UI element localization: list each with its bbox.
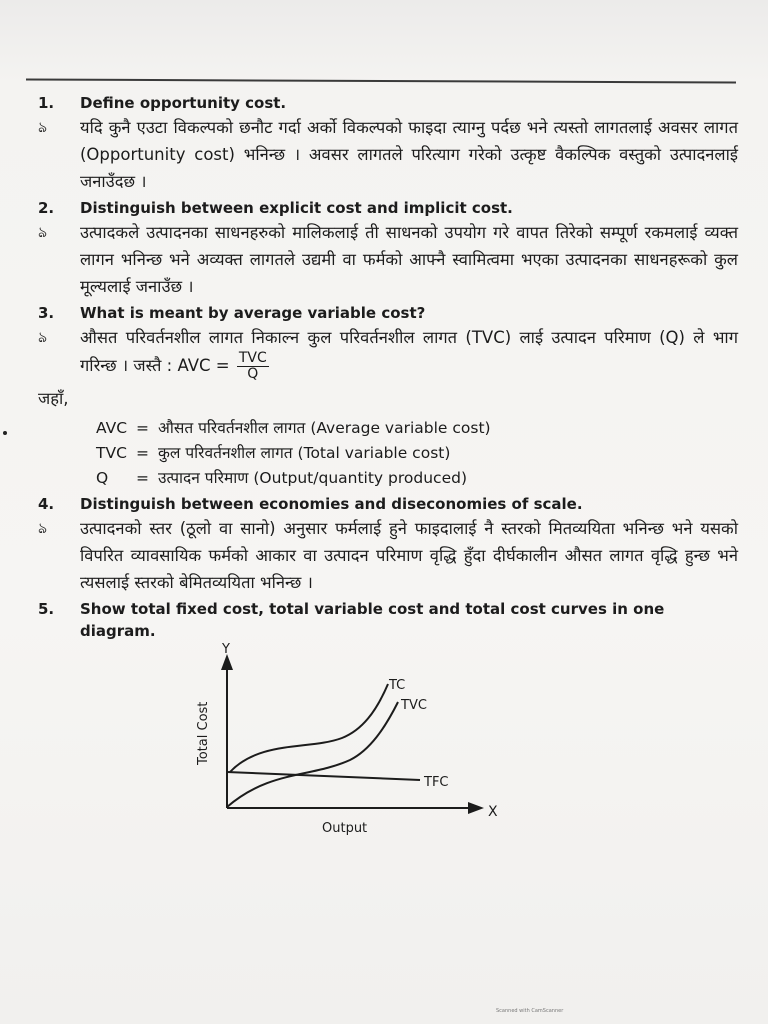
question-2 (38, 197, 738, 219)
answer-2 (38, 219, 738, 300)
question-number: 5. (38, 600, 55, 618)
tfc-curve (227, 772, 420, 780)
scan-speck (3, 431, 7, 435)
definition-meaning: औसत परिवर्तनशील लागत (Average variable cost) (158, 419, 491, 437)
tvc-curve (227, 702, 398, 807)
tfc-label: TFC (424, 775, 449, 790)
x-axis-label: Output (322, 821, 368, 836)
question-3 (38, 302, 738, 324)
question-5 (38, 598, 738, 642)
answer-4 (38, 515, 738, 596)
tc-curve (230, 684, 388, 772)
question-number: 3. (38, 304, 55, 322)
answer-marker-icon: ঌ (38, 519, 48, 537)
cost-curves-diagram (180, 640, 510, 840)
definition-list (96, 416, 738, 491)
answer-3 (38, 324, 738, 382)
definition-equals: = (136, 469, 149, 487)
answer-text: यदि कुनै एउटा विकल्पको छनौट गर्दा अर्को विकल्पको फाइदा त्याग्नु पर्दछ भने त्यस्तो लागतलाई अवसर लागत (Opportunity cost) भनिन्छ । अवसर लागतले परित्याग गरेको उत्कृष्ट वैकल्पिक वस्तुको उत्पादनलाई जनाउँदछ । (80, 118, 738, 191)
definition-symbol: TVC (96, 444, 127, 462)
definition-meaning: उत्पादन परिमाण (Output/quantity produced) (158, 469, 467, 487)
answer-text: उत्पादनको स्तर (ठूलो वा सानो) अनुसार फर्मलाई हुने फाइदालाई नै स्तरको मितव्ययिता भनिन्छ भने यसको विपरित व्यावसायिक फर्मको आकार वा उत्पादन परिमाण वृद्धि हुँदा दीर्घकालीन औसत लागत वृद्धि हुन्छ भने त्यसलाई स्तरको बेमितव्ययिता भनिन्छ । (80, 519, 738, 592)
answer-text (80, 324, 738, 382)
x-axis-letter: X (488, 804, 498, 820)
question-number: 1. (38, 94, 55, 112)
question-title: Distinguish between explicit cost and implicit cost. (80, 199, 513, 217)
question-4 (38, 493, 738, 515)
y-axis-label: Total Cost (196, 701, 211, 765)
definition-symbol: Q (96, 469, 109, 487)
answer-text-part: औसत परिवर्तनशील लागत निकाल्न कुल परिवर्तनशील लागत (TVC) लाई उत्पादन परिमाण (Q) ले भाग गरिन्छ । जस्तै : AVC = (80, 328, 738, 375)
tvc-label: TVC (401, 698, 427, 713)
y-axis-letter: Y (222, 642, 230, 657)
question-title: Distinguish between economies and diseconomies of scale. (80, 495, 583, 513)
answer-1 (38, 114, 738, 195)
question-number: 2. (38, 199, 55, 217)
x-axis-arrow-icon (468, 802, 484, 814)
definition-row (96, 416, 738, 441)
formula-denominator: Q (247, 366, 259, 382)
top-rule (26, 78, 736, 83)
question-1 (38, 92, 738, 114)
question-title: What is meant by average variable cost? (80, 304, 426, 322)
answer-marker-icon: ঌ (38, 118, 48, 136)
definition-symbol: AVC (96, 419, 128, 437)
formula-numerator: TVC (238, 350, 267, 366)
definition-row (96, 441, 738, 466)
question-number: 4. (38, 495, 55, 513)
question-list (38, 90, 738, 642)
tc-label: TC (389, 678, 406, 693)
question-title: Define opportunity cost. (80, 94, 287, 112)
definition-equals: = (136, 419, 149, 437)
answer-marker-icon: ঌ (38, 223, 48, 241)
definition-row (96, 466, 738, 491)
question-title: Show total fixed cost, total variable cost and total cost curves in one diagram. (80, 600, 665, 640)
answer-text: उत्पादकले उत्पादनका साधनहरुको मालिकलाई ती साधनको उपयोग गरे वापत तिरेको सम्पूर्ण रकमलाई व्यक्त लागन भनिन्छ भने अव्यक्त लागतले उद्यमी वा फर्मको आफ्नै स्वामित्वमा भएका उत्पादनका साधनहरूको कुल मूल्यलाई जनाउँछ । (80, 223, 738, 296)
scanner-footer: Scanned with CamScanner (496, 1008, 564, 1014)
where-label: जहाँ, (38, 389, 69, 408)
avc-formula (237, 351, 269, 382)
definition-equals: = (136, 444, 149, 462)
definition-meaning: कुल परिवर्तनशील लागत (Total variable cost) (158, 444, 451, 462)
answer-marker-icon: ঌ (38, 328, 48, 346)
